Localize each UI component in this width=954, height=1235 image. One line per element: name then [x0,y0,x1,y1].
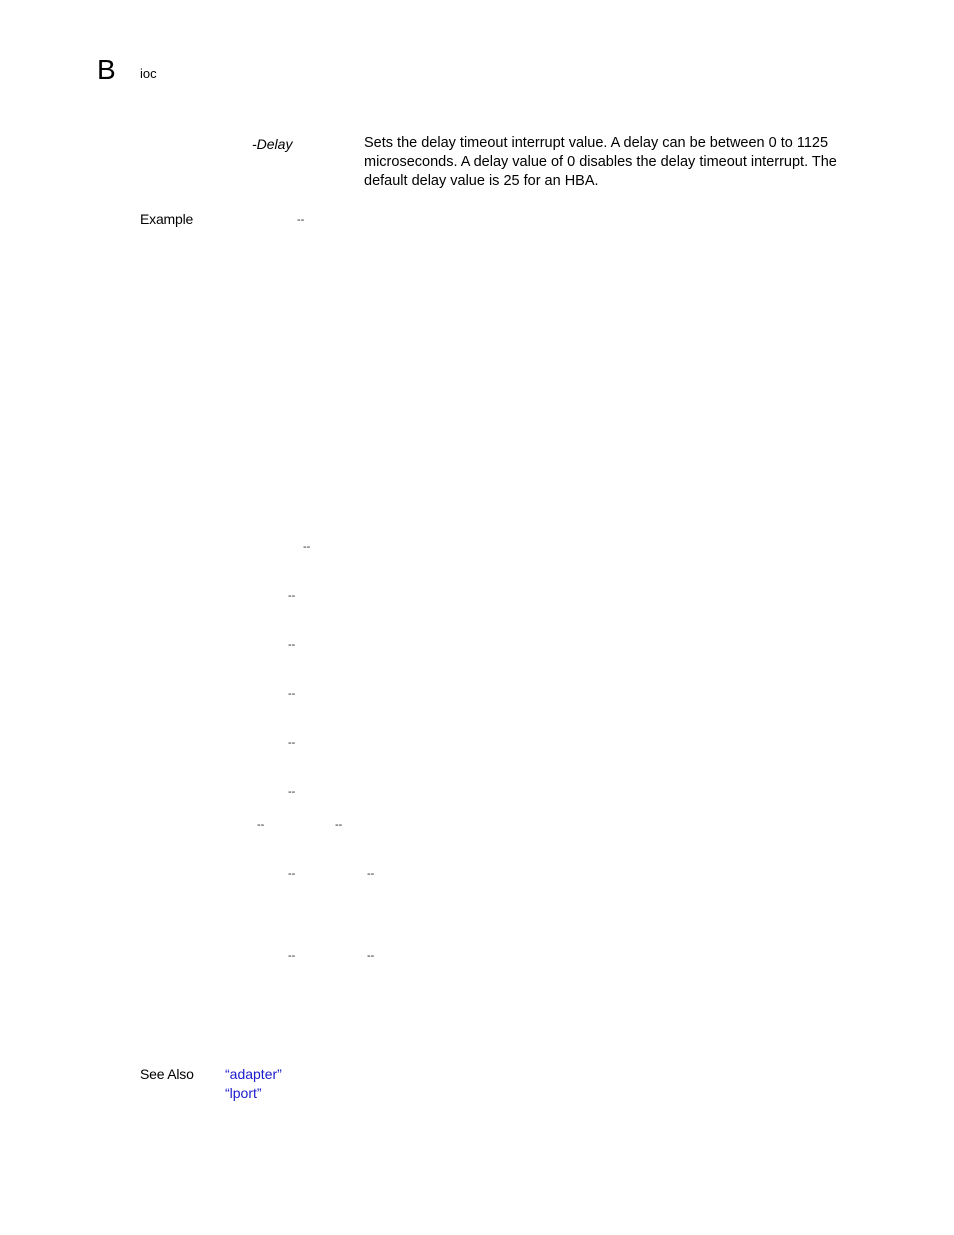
parameter-description-line: default delay value is 25 for an HBA. [364,173,599,189]
parameter-description [364,134,864,191]
see-also-label: See Also [140,1066,194,1082]
see-also-link-adapter[interactable]: “adapter” [225,1066,282,1082]
option-dash: -- [288,737,296,749]
option-dash: -- [335,819,343,831]
option-dash: -- [257,819,265,831]
option-dash: -- [367,950,375,962]
parameter-description-line: microseconds. A delay value of 0 disables the delay timeout interrupt. The [364,154,837,170]
see-also-link-lport[interactable]: “lport” [225,1085,262,1101]
option-dash: -- [288,639,296,651]
option-dash: -- [288,868,296,880]
option-dash: -- [303,541,311,553]
option-dash: -- [288,950,296,962]
option-dash: -- [288,688,296,700]
parameter-name: -Delay [252,136,293,152]
option-dash: -- [367,868,375,880]
example-label: Example [140,211,194,227]
example-dash: -- [297,214,305,226]
running-head: ioc [140,66,157,81]
chapter-letter: B [97,54,116,85]
option-dash: -- [288,590,296,602]
parameter-description-line: Sets the delay timeout interrupt value. A delay can be between 0 to 1125 [364,135,829,151]
option-dash: -- [288,786,296,798]
